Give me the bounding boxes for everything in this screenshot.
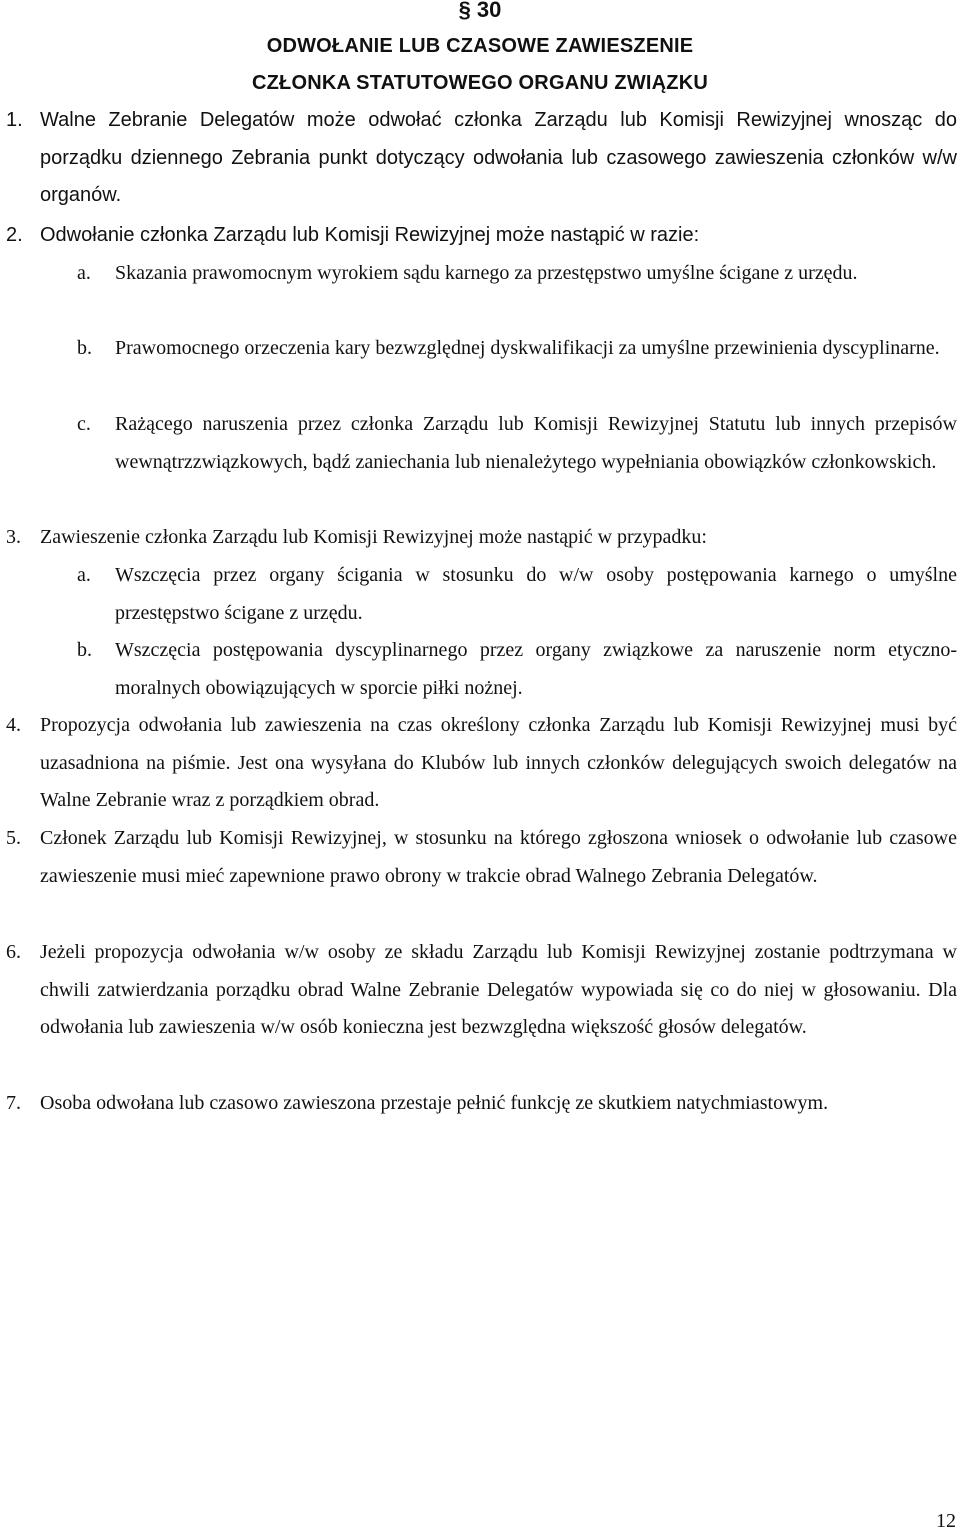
item-text: Zawieszenie członka Zarządu lub Komisji Rewizyjnej może nastąpić w przypadku:	[40, 526, 707, 548]
item-number: 1.	[6, 109, 23, 131]
page-number: 12	[936, 1510, 956, 1532]
subitem-text: Wszczęcia przez organy ścigania w stosunku do w/w osoby postępowania karnego o umyślne przestępstwo ścigane z urzędu.	[115, 564, 957, 624]
subitem-letter: b.	[77, 337, 92, 359]
subitem-text: Skazania prawomocnym wyrokiem sądu karnego za przestępstwo umyślne ścigane z urzędu.	[115, 262, 858, 284]
title-line-2: CZŁONKA STATUTOWEGO ORGANU ZWIĄZKU	[251, 72, 708, 94]
subitem-text: Wszczęcia postępowania dyscyplinarnego przez organy związkowe za naruszenie norm etyczno-moralnych obowiązujących w sporcie piłki nożnej.	[115, 639, 957, 699]
item-number: 4.	[6, 714, 21, 736]
item-text: Odwołanie członka Zarządu lub Komisji Rewizyjnej może nastąpić w razie:	[40, 224, 700, 246]
item-number: 6.	[6, 941, 21, 963]
item-text: Walne Zebranie Delegatów może odwołać członka Zarządu lub Komisji Rewizyjnej wnosząc do porządku dziennego Zebrania punkt dotyczący odwołania lub czasowego zawieszenia członków w/w organów.	[40, 109, 957, 207]
item-number: 7.	[6, 1092, 21, 1114]
subitem-text: Prawomocnego orzeczenia kary bezwzględnej dyskwalifikacji za umyślne przewinienia dyscyplinarne.	[115, 337, 940, 359]
subitem-letter: a.	[77, 262, 91, 284]
item-number: 3.	[6, 526, 21, 548]
title-line-1: ODWOŁANIE LUB CZASOWE ZAWIESZENIE	[266, 35, 694, 57]
section-number: § 30	[458, 0, 502, 22]
subitem-letter: b.	[77, 639, 92, 661]
item-text: Osoba odwołana lub czasowo zawieszona przestaje pełnić funkcję ze skutkiem natychmiastowym.	[40, 1092, 829, 1114]
subitem-letter: a.	[77, 564, 91, 586]
subitem-text: Rażącego naruszenia przez członka Zarządu lub Komisji Rewizyjnej Statutu lub innych przepisów wewnątrzzwiązkowych, bądź zaniechania lub nienależytego wypełniania obowiązków członkowskich.	[115, 413, 957, 473]
item-text: Jeżeli propozycja odwołania w/w osoby ze składu Zarządu lub Komisji Rewizyjnej zostanie podtrzymana w chwili zatwierdzania porządku obrad Walne Zebranie Delegatów wypowiada się co do niej w głosowaniu. Dla odwołania lub zawieszenia w/w osób konieczna jest bezwzględna większość głosów delegatów.	[40, 941, 957, 1039]
item-text: Członek Zarządu lub Komisji Rewizyjnej, w stosunku na którego zgłoszona wniosek o odwołanie lub czasowe zawieszenie musi mieć zapewnione prawo obrony w trakcie obrad Walnego Zebrania Delegatów.	[40, 827, 957, 887]
item-text: Propozycja odwołania lub zawieszenia na czas określony członka Zarządu lub Komisji Rewizyjnej musi być uzasadniona na piśmie. Jest ona wysyłana do Klubów lub innych członków delegujących swoich delegatów na Walne Zebranie wraz z porządkiem obrad.	[40, 714, 957, 812]
item-number: 5.	[6, 827, 21, 849]
item-number: 2.	[6, 224, 23, 246]
subitem-letter: c.	[77, 413, 91, 435]
